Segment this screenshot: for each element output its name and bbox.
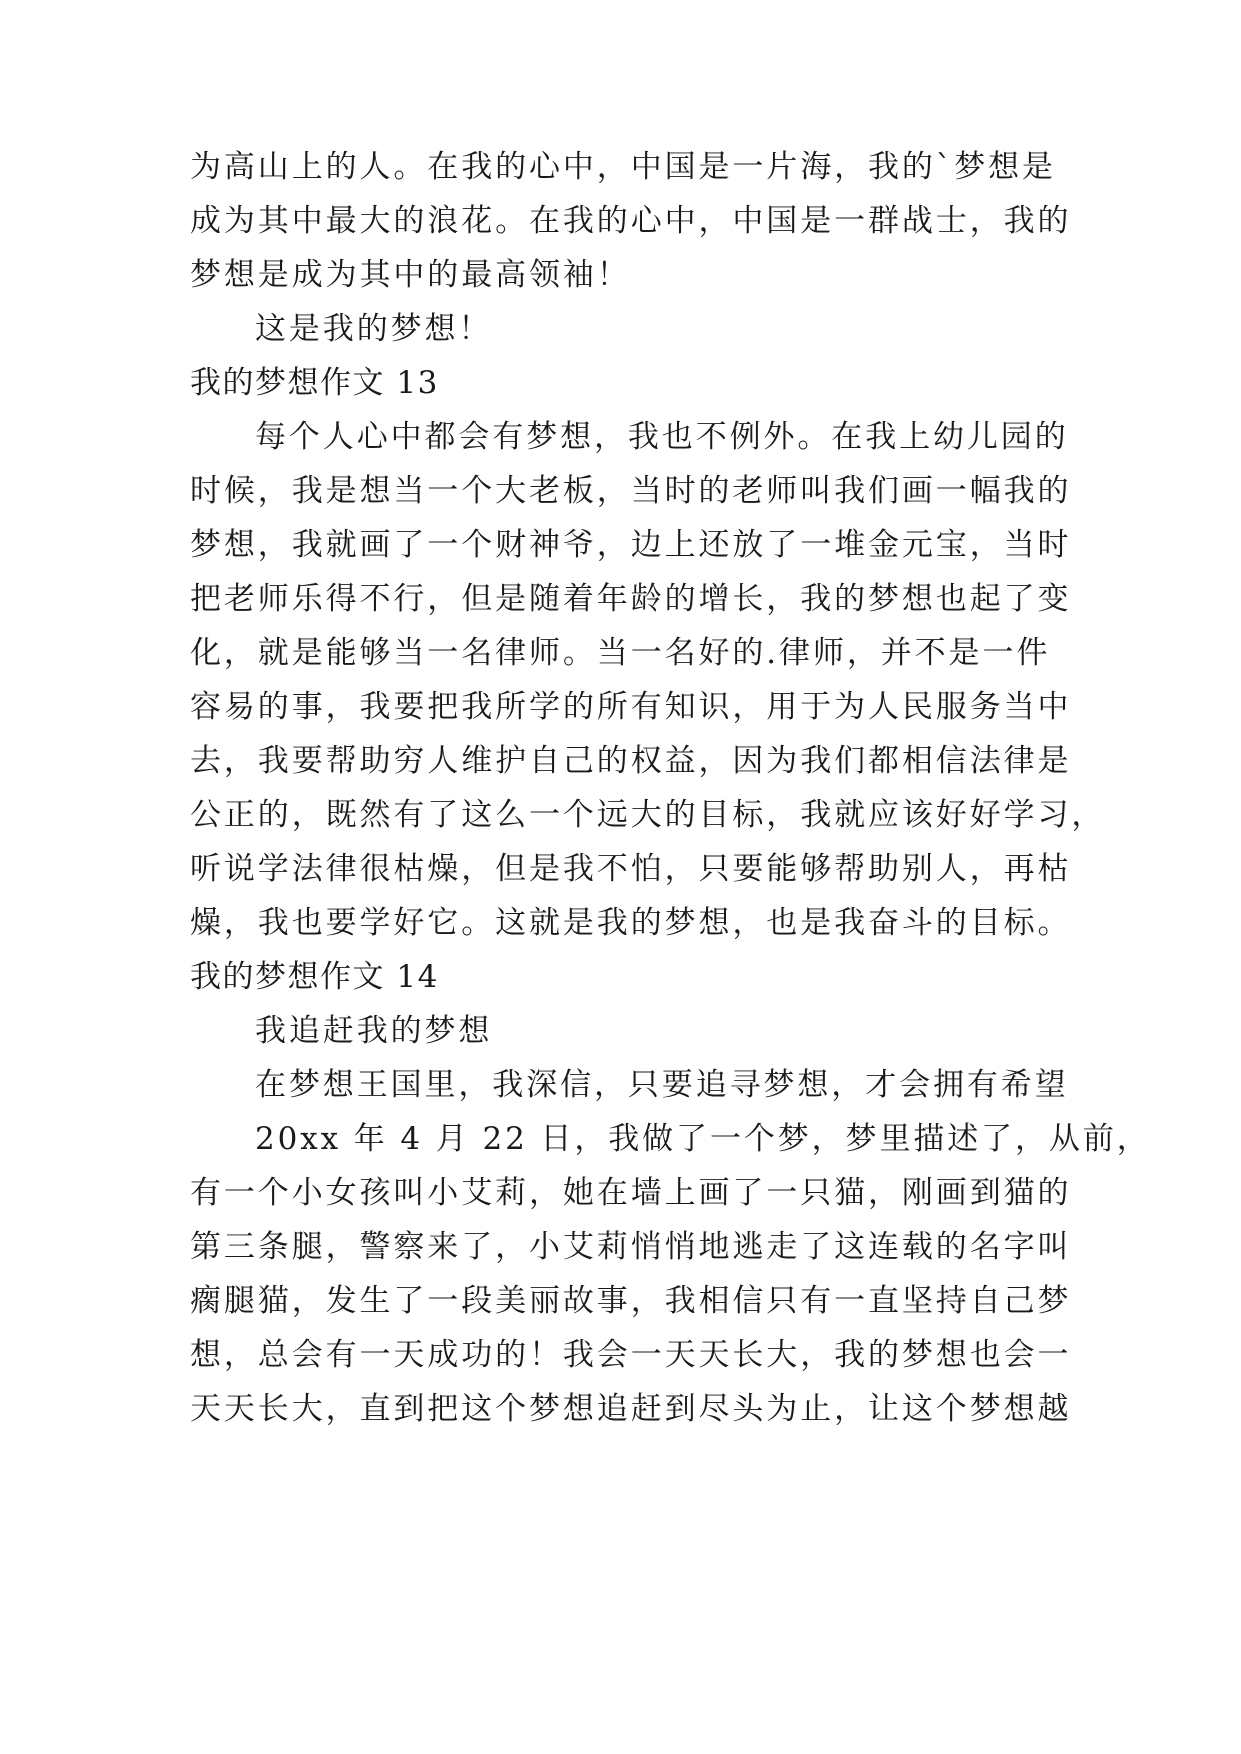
- text-line: 公正的，既然有了这么一个远大的目标，我就应该好好学习，: [190, 797, 1106, 833]
- section-heading: 我的梦想作文 14: [190, 959, 439, 995]
- text-line: 化，就是能够当一名律师。当一名好的.律师，并不是一件: [190, 635, 1051, 671]
- text-line: 燥，我也要学好它。这就是我的梦想，也是我奋斗的目标。: [190, 905, 1072, 941]
- text-line: 天天长大，直到把这个梦想追赶到尽头为止，让这个梦想越: [190, 1391, 1072, 1427]
- section-heading: 我的梦想作文 13: [190, 365, 439, 401]
- text-line: 时候，我是想当一个大老板，当时的老师叫我们画一幅我的: [190, 473, 1072, 509]
- text-line: 梦想，我就画了一个财神爷，边上还放了一堆金元宝，当时: [190, 527, 1072, 563]
- text-line: 容易的事，我要把我所学的所有知识，用于为人民服务当中: [190, 689, 1072, 725]
- text-line: 成为其中最大的浪花。在我的心中，中国是一群战士，我的: [190, 203, 1072, 239]
- paragraph-line: 20xx 年 4 月 22 日，我做了一个梦，梦里描述了，从前，: [255, 1121, 1151, 1157]
- text-line: 为高山上的人。在我的心中，中国是一片海，我的`梦想是: [190, 149, 1056, 185]
- text-line: 去，我要帮助穷人维护自己的权益，因为我们都相信法律是: [190, 743, 1072, 779]
- text-line: 梦想是成为其中的最高领袖！: [190, 257, 631, 293]
- text-line: 第三条腿，警察来了，小艾莉悄悄地逃走了这连载的名字叫: [190, 1229, 1072, 1265]
- text-line: 瘸腿猫，发生了一段美丽故事，我相信只有一直坚持自己梦: [190, 1283, 1072, 1319]
- paragraph-line: 在梦想王国里，我深信，只要追寻梦想，才会拥有希望: [255, 1067, 1069, 1103]
- paragraph-line: 每个人心中都会有梦想，我也不例外。在我上幼儿园的: [255, 419, 1069, 455]
- text-line: 有一个小女孩叫小艾莉，她在墙上画了一只猫，刚画到猫的: [190, 1175, 1072, 1211]
- text-line: 听说学法律很枯燥，但是我不怕，只要能够帮助别人，再枯: [190, 851, 1072, 887]
- text-line: 把老师乐得不行，但是随着年龄的增长，我的梦想也起了变: [190, 581, 1072, 617]
- paragraph-line: 我追赶我的梦想: [255, 1013, 493, 1049]
- text-line: 想，总会有一天成功的！我会一天天长大，我的梦想也会一: [190, 1337, 1072, 1373]
- paragraph-line: 这是我的梦想！: [255, 311, 493, 347]
